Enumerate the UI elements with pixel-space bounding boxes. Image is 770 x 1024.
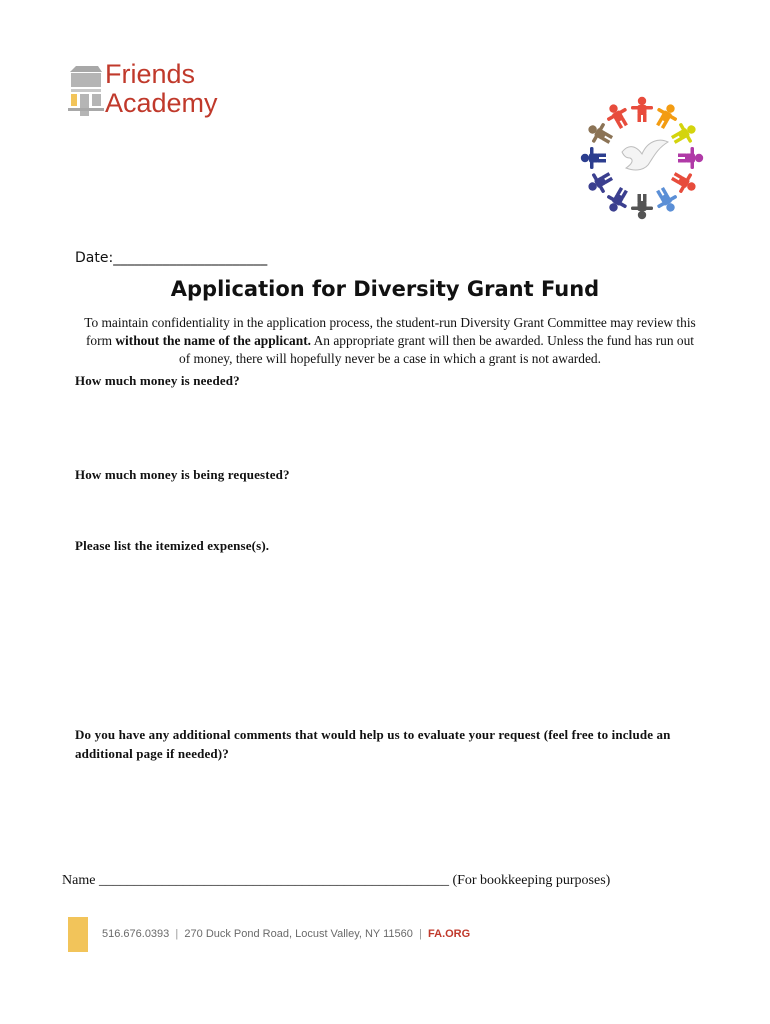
friends-academy-logo <box>68 60 238 122</box>
footer-phone: 516.676.0393 <box>102 928 170 940</box>
question-money-requested: How much money is being requested? <box>75 467 290 482</box>
name-label: Name <box>62 873 96 888</box>
footer-accent-bar <box>68 917 88 952</box>
intro-text-2: An appropriate grant will then be awarded. Unless the fund has run out of money, there will hopefully never be a case in which a grant is not awarded. <box>179 333 695 366</box>
ring-person-icon <box>583 118 616 150</box>
page-title: Application for Diversity Grant Fund <box>170 277 600 301</box>
name-blank[interactable]: __________________________________________________ <box>98 873 449 888</box>
intro-paragraph <box>80 314 700 368</box>
logo-line-friends: Friends <box>105 59 196 89</box>
intro-text-1: To maintain confidentiality in the application process, the student-run Diversity Grant Committee may review this form <box>84 315 696 348</box>
diversity-ring-emblem <box>578 92 706 224</box>
footer-website-link[interactable]: FA.ORG <box>428 928 471 940</box>
ring-person-icon <box>631 194 653 219</box>
dove-icon <box>622 140 668 170</box>
question-money-needed: How much money is needed? <box>75 373 240 388</box>
ring-person-icon <box>650 99 682 132</box>
ring-person-icon <box>602 184 634 217</box>
footer-address: 270 Duck Pond Road, Locust Valley, NY 11560 <box>184 928 413 940</box>
intro-text-bold: without the name of the applicant. <box>115 333 311 348</box>
question-additional-comments: Do you have any additional comments that would help us to evaluate your request (feel free to include an additional page if needed)? <box>75 727 671 761</box>
date-field[interactable] <box>75 250 267 266</box>
ring-person-icon <box>602 99 634 132</box>
ring-person-icon <box>650 184 682 217</box>
logo-line-academy: Academy <box>105 88 218 118</box>
footer <box>68 917 488 955</box>
question-itemized-expenses: Please list the itemized expense(s). <box>75 538 270 553</box>
ring-person-icon <box>581 147 606 169</box>
footer-contact: 516.676.0393 | 270 Duck Pond Road, Locust Valley, NY 11560 | FA.ORG <box>102 928 471 940</box>
ring-person-icon <box>668 166 701 198</box>
ring-person-icon <box>583 166 616 198</box>
date-label: Date: <box>75 250 114 266</box>
ring-person-icon <box>631 97 653 122</box>
name-field[interactable] <box>62 873 610 889</box>
diversity-people-ring-icon <box>578 92 706 224</box>
date-blank[interactable]: ______________________ <box>113 250 268 266</box>
ring-person-icon <box>678 147 703 169</box>
logo-wordmark <box>105 60 218 118</box>
schoolhouse-icon <box>68 64 104 116</box>
name-note: (For bookkeeping purposes) <box>452 873 611 888</box>
ring-person-icon <box>668 118 701 150</box>
